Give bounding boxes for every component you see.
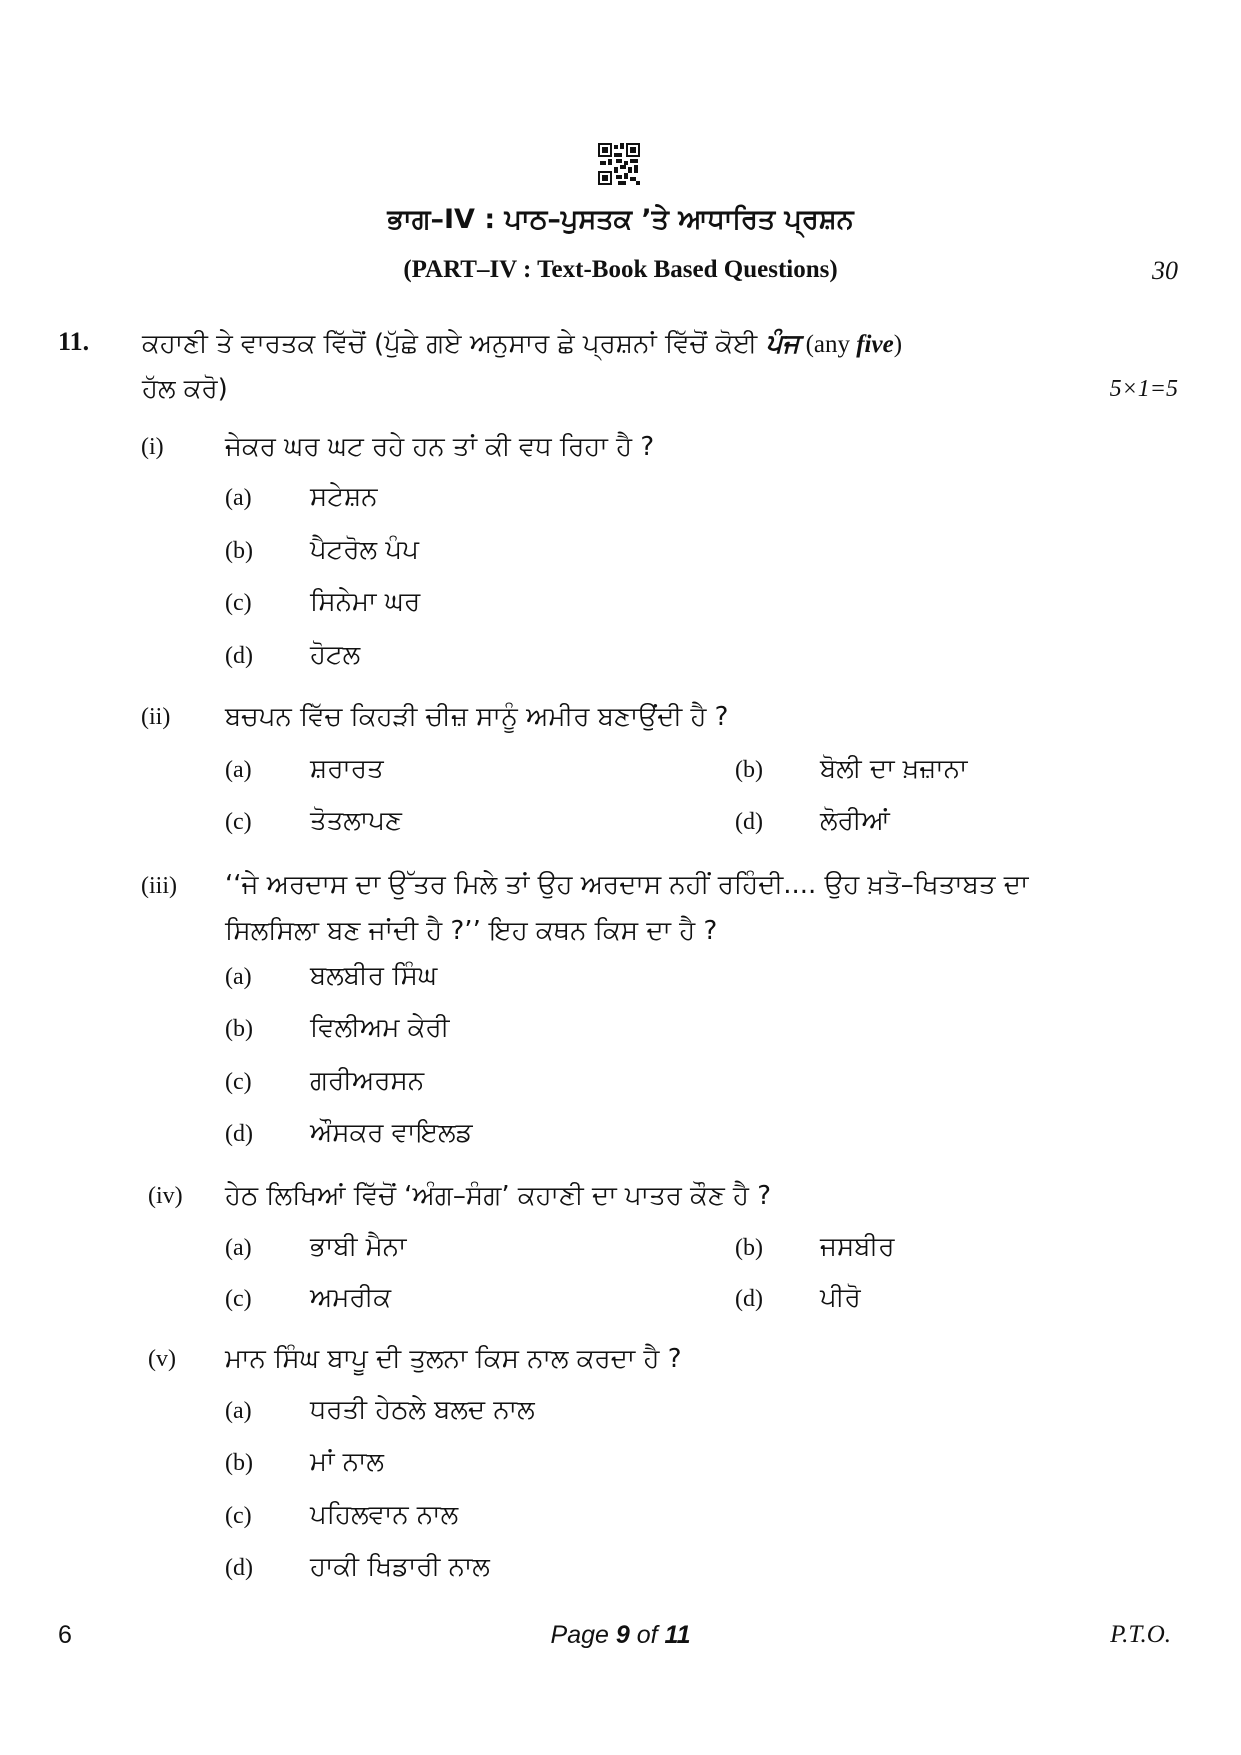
option: (d) ਲੋਰੀਆਂ xyxy=(735,806,890,836)
sub-question-number: (iii) xyxy=(141,873,177,899)
option: (b) ਬੋਲੀ ਦਾ ਖ਼ਜ਼ਾਨਾ xyxy=(735,754,968,784)
please-turn-over: P.T.O. xyxy=(1110,1621,1171,1648)
part-title-english: (PART–IV : Text-Book Based Questions) xyxy=(403,256,838,283)
sub-question-number: (v) xyxy=(148,1346,176,1372)
option: (b) ਮਾਂ ਨਾਲ xyxy=(225,1447,384,1477)
sub-question-number: (ii) xyxy=(141,704,171,730)
option: (c) ਸਿਨੇਮਾ ਘਰ xyxy=(225,587,421,617)
question-number: 11. xyxy=(58,327,90,356)
sub-question-number: (i) xyxy=(141,434,164,460)
qr-code-icon xyxy=(598,143,640,185)
sub-question-number: (iv) xyxy=(148,1183,183,1209)
option: (c) ਅਮਰੀਕ xyxy=(225,1283,392,1313)
sub-question-text: ਮਾਨ ਸਿੰਘ ਬਾਪੂ ਦੀ ਤੁਲਨਾ ਕਿਸ ਨਾਲ ਕਰਦਾ ਹੈ ? xyxy=(225,1344,682,1374)
footer-code: 6 xyxy=(58,1621,72,1649)
option: (d) ਪੀਰੋ xyxy=(735,1283,861,1313)
option: (c) ਤੋਤਲਾਪਣ xyxy=(225,806,402,836)
option: (c) ਪਹਿਲਵਾਨ ਨਾਲ xyxy=(225,1500,459,1530)
question-marks: 5×1=5 xyxy=(1109,376,1178,402)
option: (a) ਧਰਤੀ ਹੇਠਲੇ ਬਲਦ ਨਾਲ xyxy=(225,1395,535,1425)
option: (d) ਹਾਕੀ ਖਿਡਾਰੀ ਨਾਲ xyxy=(225,1552,490,1582)
option: (a) ਸ਼ਰਾਰਤ xyxy=(225,754,384,784)
option: (c) ਗਰੀਅਰਸਨ xyxy=(225,1066,425,1096)
option: (b) ਜਸਬੀਰ xyxy=(735,1232,895,1262)
sub-question-text: ਬਚਪਨ ਵਿੱਚ ਕਿਹੜੀ ਚੀਜ਼ ਸਾਨੂੰ ਅਮੀਰ ਬਣਾਉਂਦੀ ਹੈ ? xyxy=(225,702,729,732)
option: (b) ਪੈਟਰੋਲ ਪੰਪ xyxy=(225,535,419,565)
option: (a) ਬਲਬੀਰ ਸਿੰਘ xyxy=(225,961,438,991)
option: (a) ਭਾਬੀ ਮੈਨਾ xyxy=(225,1232,407,1262)
option: (d) ਔਸਕਰ ਵਾਇਲਡ xyxy=(225,1118,473,1148)
page-number: Page 9 of 11 xyxy=(550,1621,691,1649)
instruction-emphasis: ਪੰਜ xyxy=(765,329,800,359)
option: (a) ਸਟੇਸ਼ਨ xyxy=(225,482,378,512)
part-title-punjabi: ਭਾਗ–IV : ਪਾਠ–ਪੁਸਤਕ ’ਤੇ ਆਧਾਰਿਤ ਪ੍ਰਸ਼ਨ xyxy=(387,204,854,235)
sub-question-text: ‘‘ਜੇ ਅਰਦਾਸ ਦਾ ਉੱਤਰ ਮਿਲੇ ਤਾਂ ਉਹ ਅਰਦਾਸ ਨਹੀਂ ਰਹਿੰਦੀ.... ਉਹ ਖ਼ਤੋ–ਖਿਤਾਬਤ ਦਾ ਸਿਲਸਿਲਾ ਬਣ ਜਾਂਦੀ ਹੈ ?’’ ਇਹ ਕਥਨ ਕਿਸ ਦਾ ਹੈ ? xyxy=(225,870,1029,946)
option: (d) ਹੋਟਲ xyxy=(225,640,361,670)
question-instruction: ਕਹਾਣੀ ਤੇ ਵਾਰਤਕ ਵਿੱਚੋਂ (ਪੁੱਛੇ ਗਏ ਅਨੁਸਾਰ ਛੇ ਪ੍ਰਸ਼ਨਾਂ ਵਿੱਚੋਂ ਕੋਈ ਪੰਜ (any five) ਹੱਲ ਕਰੋ) xyxy=(142,329,903,404)
option: (b) ਵਿਲੀਅਮ ਕੇਰੀ xyxy=(225,1013,450,1043)
sub-question-text: ਜੇਕਰ ਘਰ ਘਟ ਰਹੇ ਹਨ ਤਾਂ ਕੀ ਵਧ ਰਿਹਾ ਹੈ ? xyxy=(225,432,655,462)
part-marks: 30 xyxy=(1152,256,1178,285)
sub-question-text: ਹੇਠ ਲਿਖਿਆਂ ਵਿੱਚੋਂ ‘ਅੰਗ–ਸੰਗ’ ਕਹਾਣੀ ਦਾ ਪਾਤਰ ਕੌਣ ਹੈ ? xyxy=(225,1181,772,1211)
